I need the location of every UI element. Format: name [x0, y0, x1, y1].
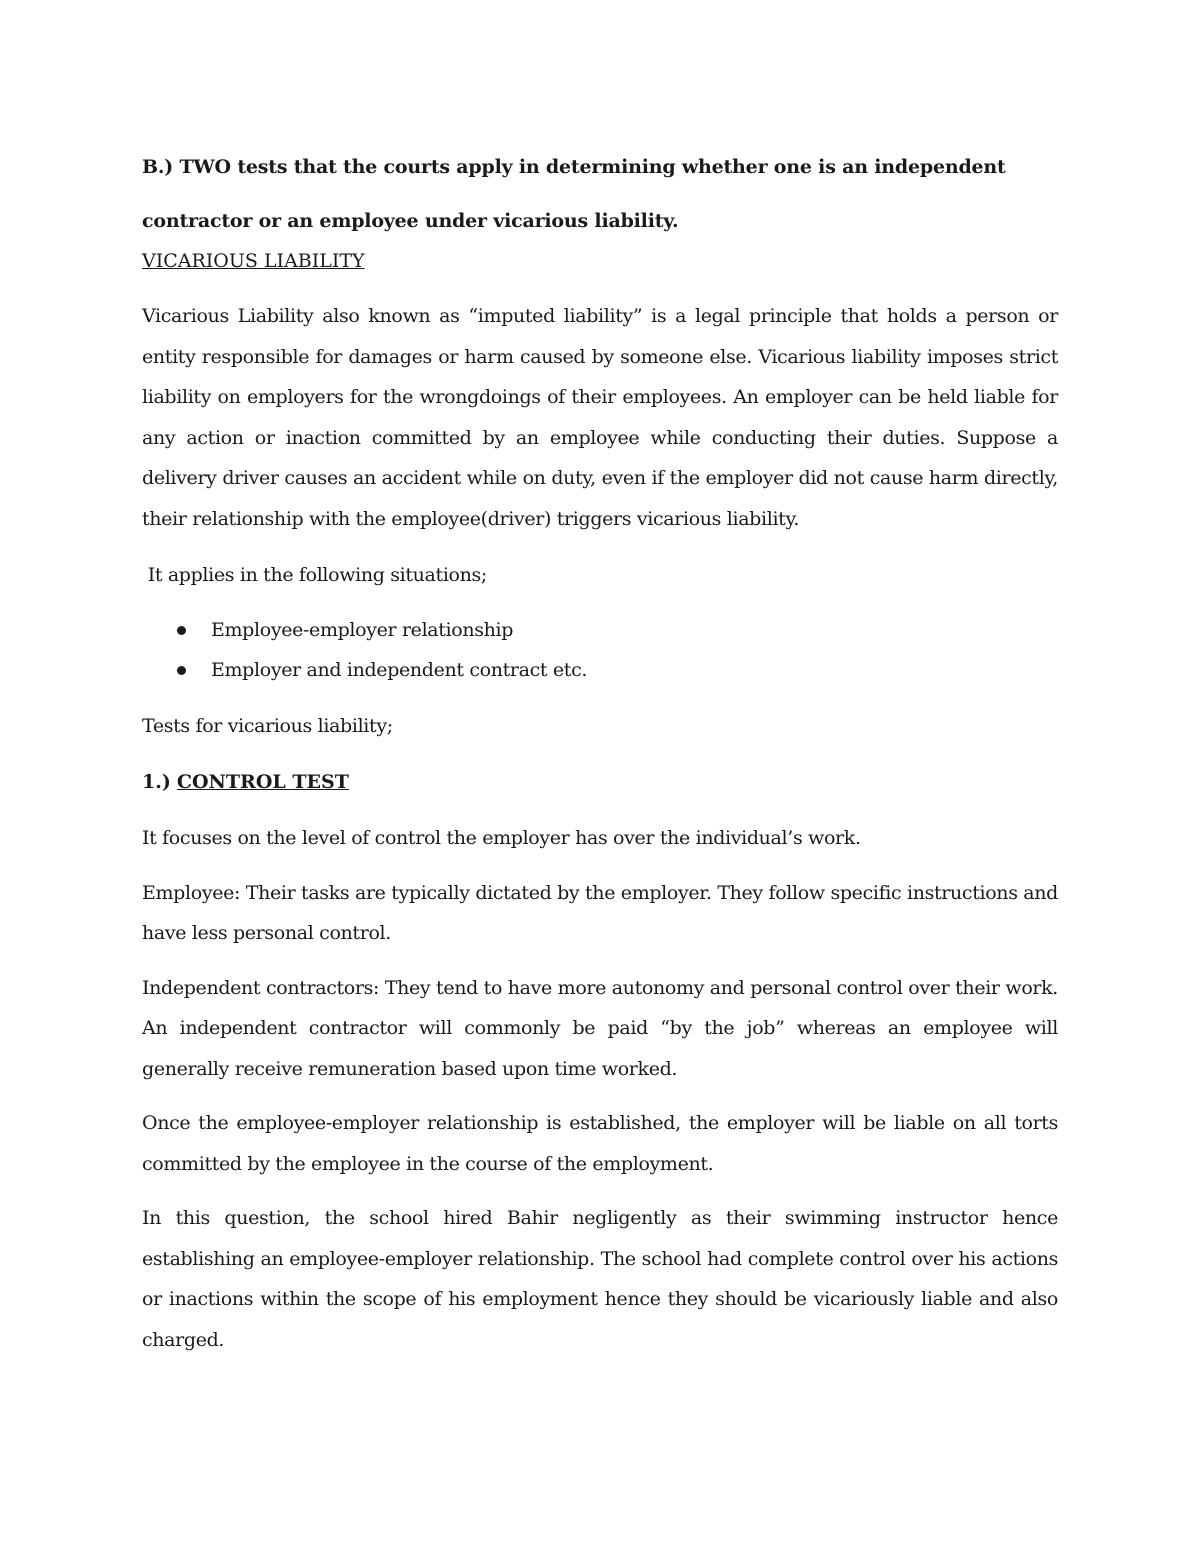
list-item-text: Employer and independent contract etc. — [211, 658, 588, 681]
paragraph-independent-contractors: Independent contractors: They tend to have more autonomy and personal control over their work. An independent contractor will commonly be paid “by the job” whereas an employee will generally receive remuneration based upon time worked. — [142, 976, 1058, 1080]
section-title: VICARIOUS LIABILITY — [142, 250, 365, 272]
paragraph-relationship-established: Once the employee-employer relationship is established, the employer will be liable on all torts committed by the employee in the course of the employment. — [142, 1112, 1058, 1175]
list-item — [142, 610, 1058, 650]
bullet-icon — [177, 626, 186, 635]
intro-paragraph: Vicarious Liability also known as “imputed liability” is a legal principle that holds a person or entity responsible for damages or harm caused by someone else. Vicarious liability imposes strict liability on employers for the wrongdoings of their employees. An employer can be held liable for any action or inaction committed by an employee while conducting their duties. Suppose a delivery driver causes an accident while on duty, even if the employer did not cause harm directly, their relationship with the employee(driver) triggers vicarious liability. — [142, 305, 1058, 530]
control-test-number: 1.) — [142, 771, 171, 793]
applies-intro: It applies in the following situations; — [142, 564, 487, 586]
list-item-text: Employee-employer relationship — [211, 618, 514, 641]
bullet-icon — [177, 666, 186, 675]
question-heading-line-2: contractor or an employee under vicarious liability. — [142, 210, 679, 232]
paragraph-application: In this question, the school hired Bahir negligently as their swimming instructor hence establishing an employee-employer relationship. The school had complete control over his actions or inactions within the scope of his employment hence they should be vicariously liable and also charged. — [142, 1207, 1058, 1351]
tests-intro: Tests for vicarious liability; — [142, 714, 393, 737]
paragraph-employee: Employee: Their tasks are typically dictated by the employer. They follow specific instructions and have less personal control. — [142, 881, 1058, 944]
control-test-heading — [142, 762, 1058, 802]
control-test-title: CONTROL TEST — [176, 771, 349, 793]
situations-list — [142, 610, 1058, 690]
question-heading-line-1: B.) TWO tests that the courts apply in determining whether one is an independent — [142, 156, 1006, 178]
list-item — [142, 650, 1058, 690]
document-page — [142, 140, 1058, 1360]
paragraph-control-focus: It focuses on the level of control the employer has over the individual’s work. — [142, 827, 861, 849]
